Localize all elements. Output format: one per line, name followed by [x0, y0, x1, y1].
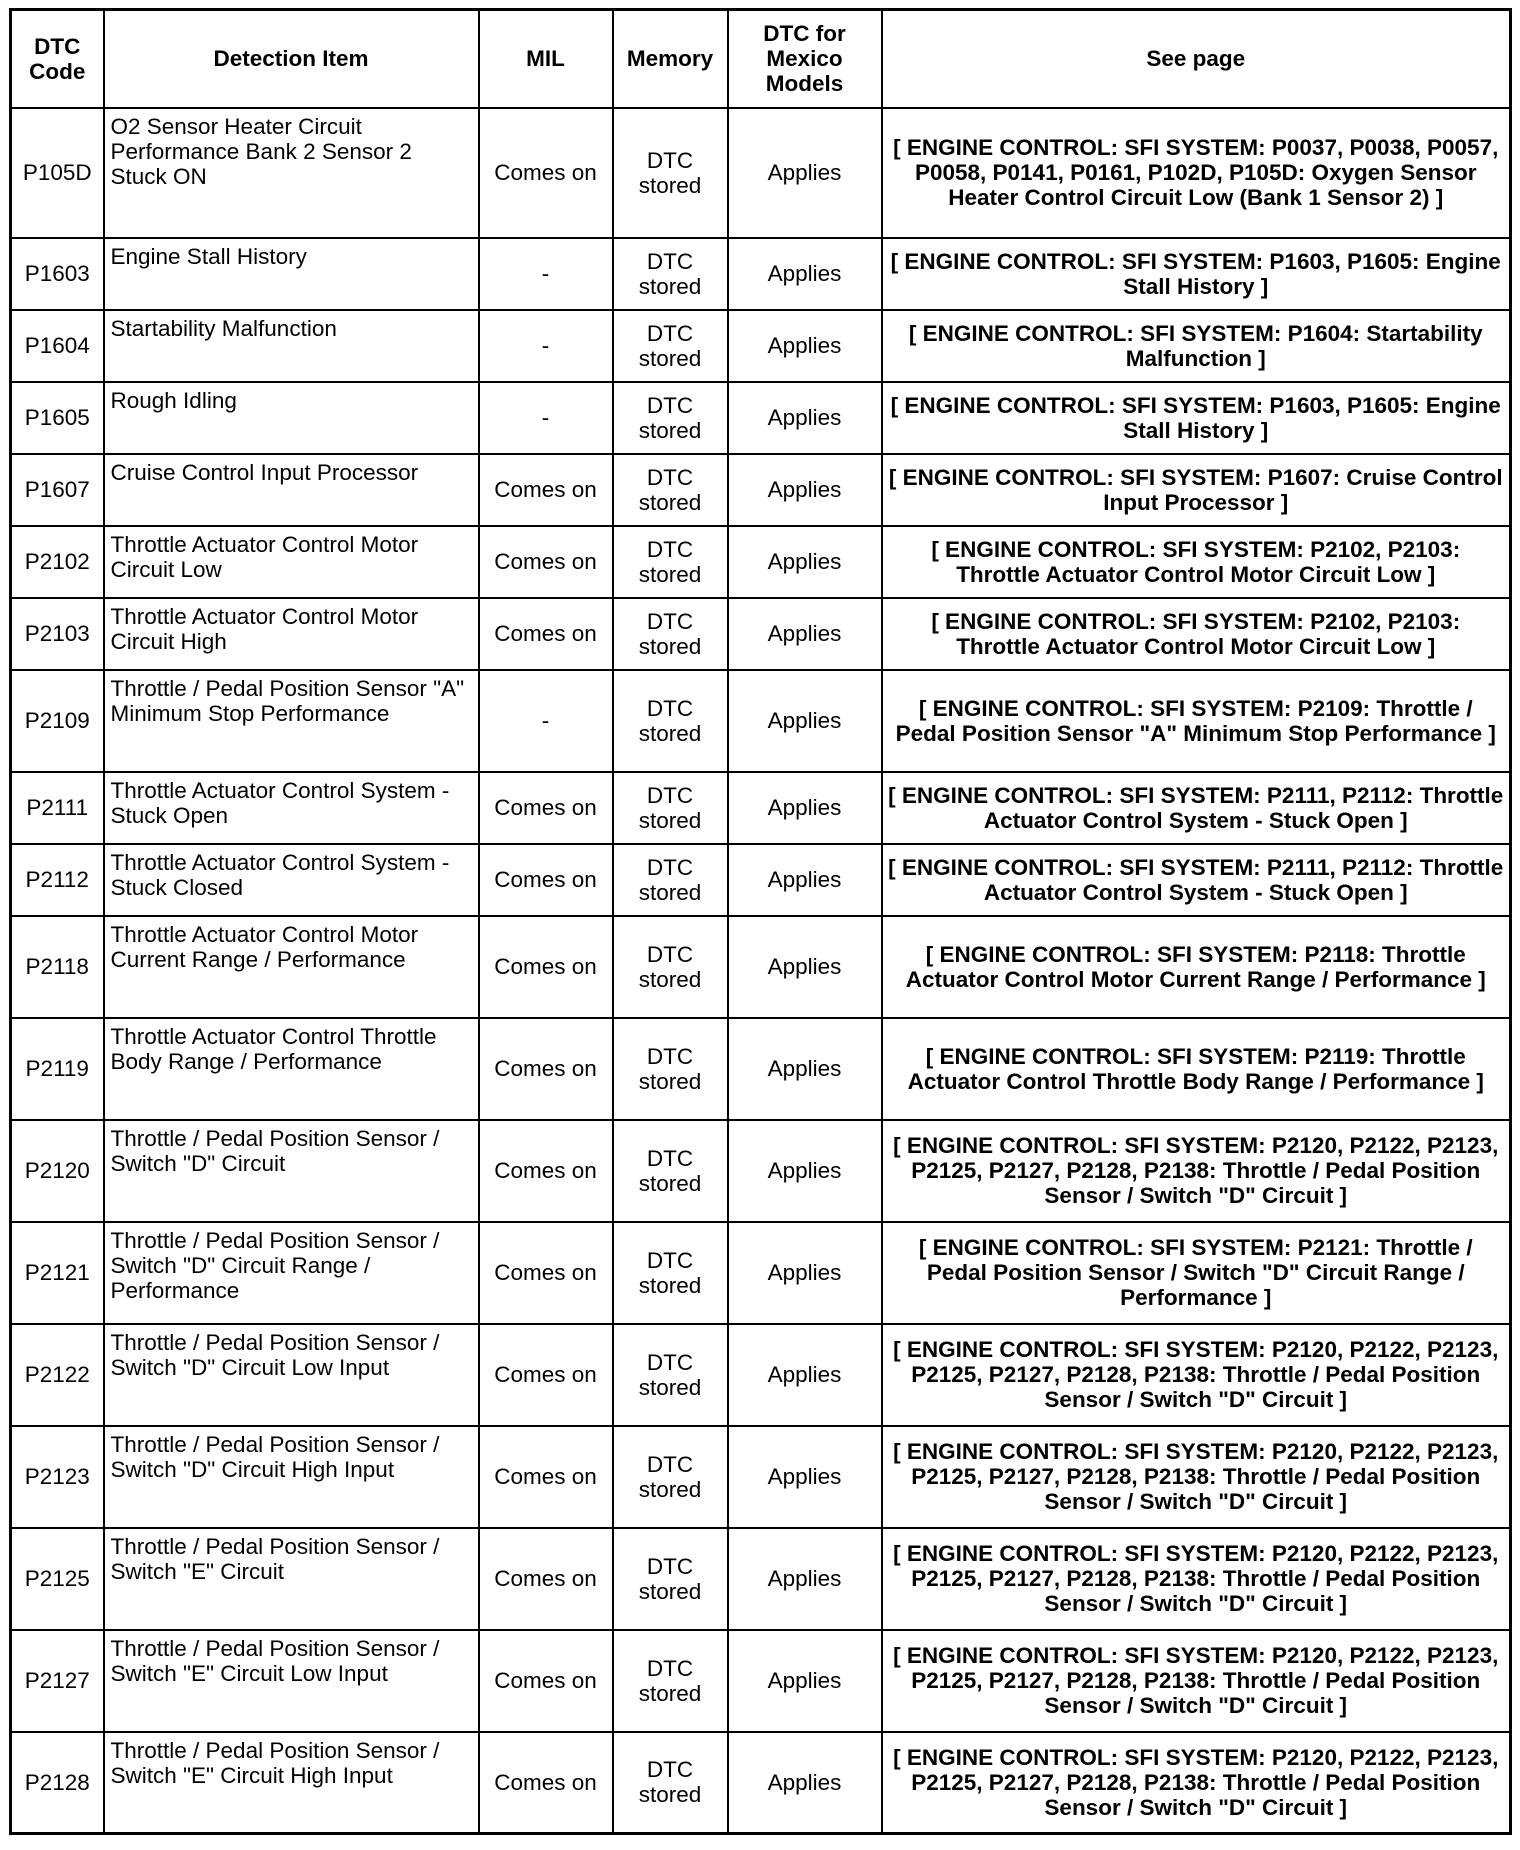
detection-item-cell: Throttle Actuator Control Throttle Body Range / Performance: [104, 1018, 479, 1120]
see-page-link[interactable]: [ ENGINE CONTROL: SFI SYSTEM: P2120, P2122, P2123, P2125, P2127, P2128, P2138: Throttle / Pedal Position Sensor / Switch "D" Circuit ]: [882, 1324, 1511, 1426]
dtc-code-cell: P1604: [11, 310, 104, 382]
see-page-link[interactable]: [ ENGINE CONTROL: SFI SYSTEM: P1603, P1605: Engine Stall History ]: [882, 238, 1511, 310]
memory-cell: DTC stored: [613, 1222, 728, 1324]
table-row: [11, 1018, 1511, 1120]
detection-item-cell: Throttle / Pedal Position Sensor / Switch "E" Circuit High Input: [104, 1732, 479, 1834]
dtc-code-cell: P2125: [11, 1528, 104, 1630]
see-page-link[interactable]: [ ENGINE CONTROL: SFI SYSTEM: P1603, P1605: Engine Stall History ]: [882, 382, 1511, 454]
dtc-table: [9, 8, 1512, 1835]
dtc-code-cell: P2112: [11, 844, 104, 916]
memory-cell: DTC stored: [613, 382, 728, 454]
mil-cell: Comes on: [479, 526, 613, 598]
header-memory: Memory: [613, 10, 728, 108]
header-dtc-code: DTC Code: [11, 10, 104, 108]
detection-item-cell: Rough Idling: [104, 382, 479, 454]
dtc-code-cell: P2122: [11, 1324, 104, 1426]
table-row: [11, 1630, 1511, 1732]
mil-cell: Comes on: [479, 1222, 613, 1324]
mexico-cell: Applies: [728, 670, 882, 772]
detection-item-cell: O2 Sensor Heater Circuit Performance Bank 2 Sensor 2 Stuck ON: [104, 108, 479, 238]
table-row: [11, 310, 1511, 382]
memory-cell: DTC stored: [613, 1324, 728, 1426]
mexico-cell: Applies: [728, 382, 882, 454]
memory-cell: DTC stored: [613, 526, 728, 598]
mil-cell: Comes on: [479, 772, 613, 844]
table-row: [11, 1222, 1511, 1324]
dtc-code-cell: P1607: [11, 454, 104, 526]
mexico-cell: Applies: [728, 1120, 882, 1222]
table-row: [11, 670, 1511, 772]
see-page-link[interactable]: [ ENGINE CONTROL: SFI SYSTEM: P1607: Cruise Control Input Processor ]: [882, 454, 1511, 526]
mil-cell: -: [479, 670, 613, 772]
mexico-cell: Applies: [728, 1528, 882, 1630]
header-see-page: See page: [882, 10, 1511, 108]
mil-cell: -: [479, 238, 613, 310]
table-row: [11, 916, 1511, 1018]
see-page-link[interactable]: [ ENGINE CONTROL: SFI SYSTEM: P2109: Throttle / Pedal Position Sensor "A" Minimum Stop Performance ]: [882, 670, 1511, 772]
memory-cell: DTC stored: [613, 454, 728, 526]
mexico-cell: Applies: [728, 1732, 882, 1834]
header-mexico-models: DTC for Mexico Models: [728, 10, 882, 108]
mexico-cell: Applies: [728, 598, 882, 670]
mil-cell: Comes on: [479, 1018, 613, 1120]
memory-cell: DTC stored: [613, 916, 728, 1018]
see-page-link[interactable]: [ ENGINE CONTROL: SFI SYSTEM: P2111, P2112: Throttle Actuator Control System - Stuck Open ]: [882, 772, 1511, 844]
mil-cell: Comes on: [479, 598, 613, 670]
table-row: [11, 526, 1511, 598]
see-page-link[interactable]: [ ENGINE CONTROL: SFI SYSTEM: P2120, P2122, P2123, P2125, P2127, P2128, P2138: Throttle / Pedal Position Sensor / Switch "D" Circuit ]: [882, 1120, 1511, 1222]
dtc-code-cell: P2103: [11, 598, 104, 670]
dtc-code-cell: P2123: [11, 1426, 104, 1528]
header-mil: MIL: [479, 10, 613, 108]
mil-cell: -: [479, 310, 613, 382]
mil-cell: Comes on: [479, 1528, 613, 1630]
mexico-cell: Applies: [728, 1630, 882, 1732]
dtc-code-cell: P1603: [11, 238, 104, 310]
detection-item-cell: Throttle Actuator Control System - Stuck Open: [104, 772, 479, 844]
mexico-cell: Applies: [728, 238, 882, 310]
header-detection-item: Detection Item: [104, 10, 479, 108]
dtc-table-container: [9, 8, 1512, 1835]
mil-cell: Comes on: [479, 1120, 613, 1222]
see-page-link[interactable]: [ ENGINE CONTROL: SFI SYSTEM: P2120, P2122, P2123, P2125, P2127, P2128, P2138: Throttle / Pedal Position Sensor / Switch "D" Circuit ]: [882, 1528, 1511, 1630]
dtc-code-cell: P1605: [11, 382, 104, 454]
dtc-code-cell: P2127: [11, 1630, 104, 1732]
dtc-code-cell: P2119: [11, 1018, 104, 1120]
memory-cell: DTC stored: [613, 1732, 728, 1834]
dtc-code-cell: P2120: [11, 1120, 104, 1222]
dtc-code-cell: P2109: [11, 670, 104, 772]
mil-cell: Comes on: [479, 1426, 613, 1528]
mexico-cell: Applies: [728, 1324, 882, 1426]
dtc-code-cell: P2121: [11, 1222, 104, 1324]
mexico-cell: Applies: [728, 1018, 882, 1120]
table-row: [11, 238, 1511, 310]
table-row: [11, 1120, 1511, 1222]
dtc-code-cell: P2111: [11, 772, 104, 844]
table-row: [11, 454, 1511, 526]
see-page-link[interactable]: [ ENGINE CONTROL: SFI SYSTEM: P0037, P0038, P0057, P0058, P0141, P0161, P102D, P105D: Oxygen Sensor Heater Control Circuit Low (Bank 1 Sensor 2) ]: [882, 108, 1511, 238]
memory-cell: DTC stored: [613, 1528, 728, 1630]
mil-cell: Comes on: [479, 108, 613, 238]
table-row: [11, 382, 1511, 454]
mexico-cell: Applies: [728, 526, 882, 598]
detection-item-cell: Throttle / Pedal Position Sensor / Switch "D" Circuit Range / Performance: [104, 1222, 479, 1324]
table-row: [11, 1324, 1511, 1426]
dtc-code-cell: P2128: [11, 1732, 104, 1834]
table-row: [11, 598, 1511, 670]
detection-item-cell: Throttle / Pedal Position Sensor / Switch "D" Circuit: [104, 1120, 479, 1222]
mil-cell: Comes on: [479, 916, 613, 1018]
detection-item-cell: Cruise Control Input Processor: [104, 454, 479, 526]
mil-cell: Comes on: [479, 1732, 613, 1834]
dtc-code-cell: P2118: [11, 916, 104, 1018]
detection-item-cell: Throttle / Pedal Position Sensor / Switch "E" Circuit Low Input: [104, 1630, 479, 1732]
detection-item-cell: Throttle / Pedal Position Sensor / Switch "D" Circuit High Input: [104, 1426, 479, 1528]
see-page-link[interactable]: [ ENGINE CONTROL: SFI SYSTEM: P2120, P2122, P2123, P2125, P2127, P2128, P2138: Throttle / Pedal Position Sensor / Switch "D" Circuit ]: [882, 1732, 1511, 1834]
table-header-row: [11, 10, 1511, 108]
memory-cell: DTC stored: [613, 1630, 728, 1732]
table-row: [11, 1426, 1511, 1528]
memory-cell: DTC stored: [613, 108, 728, 238]
mil-cell: Comes on: [479, 844, 613, 916]
table-row: [11, 844, 1511, 916]
mil-cell: Comes on: [479, 1324, 613, 1426]
see-page-link[interactable]: [ ENGINE CONTROL: SFI SYSTEM: P2102, P2103: Throttle Actuator Control Motor Circuit Low ]: [882, 526, 1511, 598]
detection-item-cell: Throttle / Pedal Position Sensor "A" Minimum Stop Performance: [104, 670, 479, 772]
memory-cell: DTC stored: [613, 1120, 728, 1222]
mexico-cell: Applies: [728, 1222, 882, 1324]
mil-cell: Comes on: [479, 1630, 613, 1732]
see-page-link[interactable]: [ ENGINE CONTROL: SFI SYSTEM: P2118: Throttle Actuator Control Motor Current Range / Performance ]: [882, 916, 1511, 1018]
table-body: [11, 108, 1511, 1834]
memory-cell: DTC stored: [613, 844, 728, 916]
see-page-link[interactable]: [ ENGINE CONTROL: SFI SYSTEM: P2120, P2122, P2123, P2125, P2127, P2128, P2138: Throttle / Pedal Position Sensor / Switch "D" Circuit ]: [882, 1426, 1511, 1528]
memory-cell: DTC stored: [613, 598, 728, 670]
mil-cell: Comes on: [479, 454, 613, 526]
detection-item-cell: Startability Malfunction: [104, 310, 479, 382]
see-page-link[interactable]: [ ENGINE CONTROL: SFI SYSTEM: P2111, P2112: Throttle Actuator Control System - Stuck Open ]: [882, 844, 1511, 916]
mexico-cell: Applies: [728, 916, 882, 1018]
table-row: [11, 1732, 1511, 1834]
mexico-cell: Applies: [728, 310, 882, 382]
memory-cell: DTC stored: [613, 1018, 728, 1120]
detection-item-cell: Throttle Actuator Control System - Stuck Closed: [104, 844, 479, 916]
detection-item-cell: Throttle Actuator Control Motor Circuit High: [104, 598, 479, 670]
mexico-cell: Applies: [728, 454, 882, 526]
table-row: [11, 108, 1511, 238]
mexico-cell: Applies: [728, 844, 882, 916]
detection-item-cell: Throttle / Pedal Position Sensor / Switch "D" Circuit Low Input: [104, 1324, 479, 1426]
memory-cell: DTC stored: [613, 670, 728, 772]
table-row: [11, 1528, 1511, 1630]
detection-item-cell: Throttle Actuator Control Motor Circuit Low: [104, 526, 479, 598]
memory-cell: DTC stored: [613, 1426, 728, 1528]
table-row: [11, 772, 1511, 844]
dtc-code-cell: P2102: [11, 526, 104, 598]
mexico-cell: Applies: [728, 772, 882, 844]
see-page-link[interactable]: [ ENGINE CONTROL: SFI SYSTEM: P1604: Startability Malfunction ]: [882, 310, 1511, 382]
mil-cell: -: [479, 382, 613, 454]
see-page-link[interactable]: [ ENGINE CONTROL: SFI SYSTEM: P2119: Throttle Actuator Control Throttle Body Range / Performance ]: [882, 1018, 1511, 1120]
detection-item-cell: Throttle Actuator Control Motor Current Range / Performance: [104, 916, 479, 1018]
detection-item-cell: Engine Stall History: [104, 238, 479, 310]
memory-cell: DTC stored: [613, 772, 728, 844]
see-page-link[interactable]: [ ENGINE CONTROL: SFI SYSTEM: P2121: Throttle / Pedal Position Sensor / Switch "D" Circuit Range / Performance ]: [882, 1222, 1511, 1324]
memory-cell: DTC stored: [613, 238, 728, 310]
mexico-cell: Applies: [728, 108, 882, 238]
memory-cell: DTC stored: [613, 310, 728, 382]
mexico-cell: Applies: [728, 1426, 882, 1528]
detection-item-cell: Throttle / Pedal Position Sensor / Switch "E" Circuit: [104, 1528, 479, 1630]
dtc-code-cell: P105D: [11, 108, 104, 238]
see-page-link[interactable]: [ ENGINE CONTROL: SFI SYSTEM: P2102, P2103: Throttle Actuator Control Motor Circuit Low ]: [882, 598, 1511, 670]
see-page-link[interactable]: [ ENGINE CONTROL: SFI SYSTEM: P2120, P2122, P2123, P2125, P2127, P2128, P2138: Throttle / Pedal Position Sensor / Switch "D" Circuit ]: [882, 1630, 1511, 1732]
